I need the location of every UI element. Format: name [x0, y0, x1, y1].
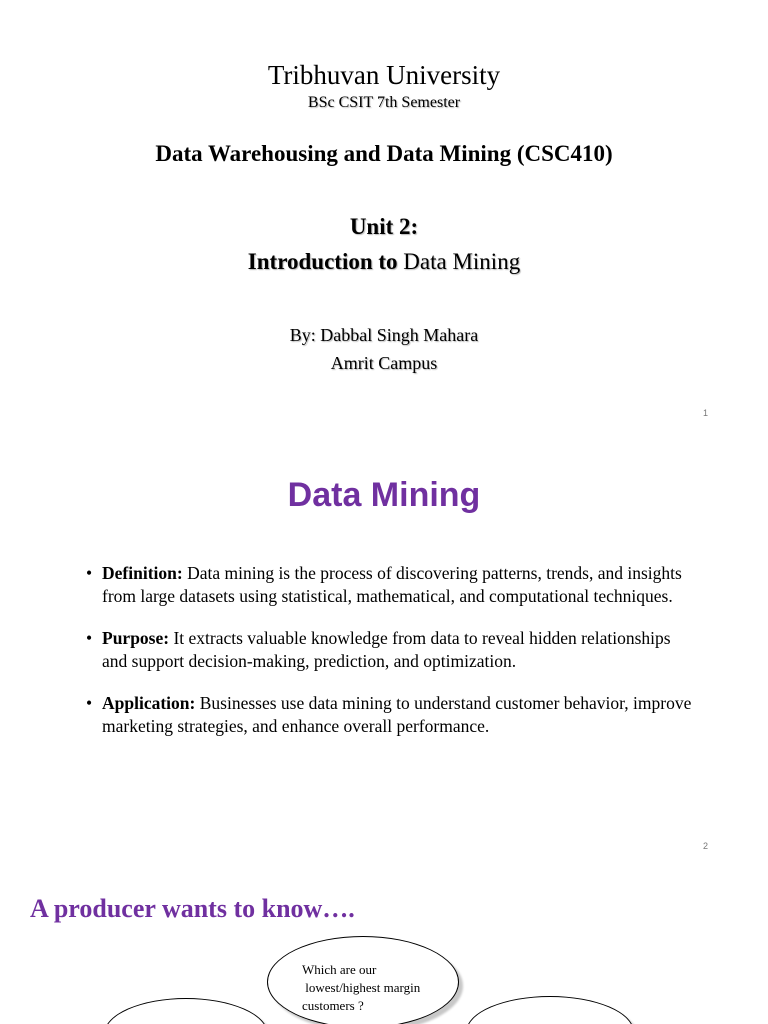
bullet-label: Definition:	[102, 563, 183, 583]
producer-questions-slide	[0, 864, 768, 1024]
bullet-text: Data mining is the process of discovering patterns, trends, and insights from large datasets using statistical, mathematical, and computational techniques.	[102, 563, 682, 606]
page-number: 1	[702, 408, 708, 418]
bullet-list	[86, 562, 696, 757]
question-bubble-left	[104, 998, 268, 1024]
bullet-label: Application:	[102, 693, 196, 713]
slide-title: Data Mining	[287, 476, 481, 514]
unit-title-bold: Introduction to	[247, 249, 398, 274]
course-title: Data Warehousing and Data Mining (CSC410)	[155, 141, 613, 166]
unit-title-rest: Data Mining	[397, 249, 521, 274]
bullet-definition	[86, 562, 696, 608]
question-bubble-center	[267, 936, 459, 1024]
question-bubble-right	[466, 996, 634, 1024]
bullet-text: It extracts valuable knowledge from data to reveal hidden relationships and support decision-making, prediction, and optimization.	[102, 628, 671, 671]
bullet-label: Purpose:	[102, 628, 170, 648]
bullet-purpose	[86, 627, 696, 673]
title-slide	[0, 0, 768, 432]
page-number: 2	[702, 841, 708, 851]
slide-title: A producer wants to know….	[30, 894, 355, 923]
campus-name: Amrit Campus	[330, 353, 438, 373]
author-line: By: Dabbal Singh Mahara	[289, 325, 479, 345]
bullet-text: Businesses use data mining to understand customer behavior, improve marketing strategies, and enhance overall performance.	[102, 693, 692, 736]
semester-label: BSc CSIT 7th Semester	[307, 94, 461, 111]
university-name: Tribhuvan University	[267, 60, 501, 90]
unit-title	[0, 249, 768, 275]
bubble-text: Which are our lowest/highest margin customers ?	[302, 962, 421, 1013]
bullet-application	[86, 692, 696, 738]
unit-label: Unit 2:	[349, 214, 419, 239]
data-mining-slide	[0, 432, 768, 864]
